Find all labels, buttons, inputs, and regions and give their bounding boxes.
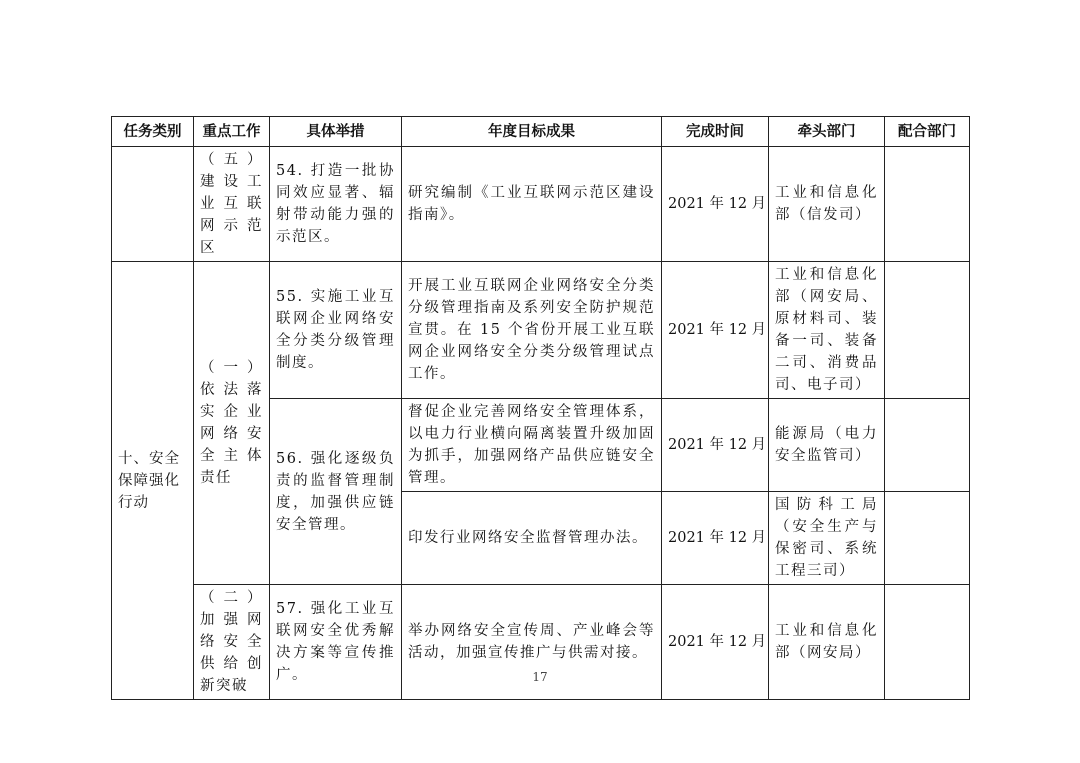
measure-cell: 56. 强化逐级负责的监督管理制度，加强供应链安全管理。 — [270, 399, 402, 585]
time-cell: 2021 年 12 月 — [662, 399, 769, 492]
header-completion-time: 完成时间 — [662, 117, 769, 147]
coop-department-cell — [885, 262, 970, 399]
key-work-cell: （五）建设工业互联网示范区 — [194, 147, 270, 262]
coop-department-cell — [885, 399, 970, 492]
header-lead-department: 牵头部门 — [769, 117, 885, 147]
key-work-cell: （一）依法落实企业网络安全主体责任 — [194, 262, 270, 585]
time-cell: 2021 年 12 月 — [662, 147, 769, 262]
table-row — [112, 262, 970, 399]
goal-cell: 印发行业网络安全监督管理办法。 — [402, 492, 662, 585]
page-number: 17 — [532, 670, 548, 684]
goal-cell: 举办网络安全宣传周、产业峰会等活动，加强宣传推广与供需对接。 — [402, 585, 662, 700]
coop-department-cell — [885, 147, 970, 262]
time-cell: 2021 年 12 月 — [662, 262, 769, 399]
category-cell — [112, 147, 194, 262]
header-key-work: 重点工作 — [194, 117, 270, 147]
lead-department-cell: 工业和信息化部（网安局、原材料司、装备一司、装备二司、消费品司、电子司） — [769, 262, 885, 399]
header-cooperating-department: 配合部门 — [885, 117, 970, 147]
lead-department-cell: 工业和信息化部（信发司） — [769, 147, 885, 262]
action-plan-table — [111, 116, 970, 700]
goal-cell: 开展工业互联网企业网络安全分类分级管理指南及系列安全防护规范宣贯。在 15 个省份开展工业互联网企业网络安全分类分级管理试点工作。 — [402, 262, 662, 399]
lead-department-cell: 工业和信息化部（网安局） — [769, 585, 885, 700]
header-annual-goal: 年度目标成果 — [402, 117, 662, 147]
category-cell: 十、安全保障强化行动 — [112, 262, 194, 700]
coop-department-cell — [885, 492, 970, 585]
lead-department-cell: 国防科工局（安全生产与保密司、系统工程三司） — [769, 492, 885, 585]
table-header-row — [112, 117, 970, 147]
key-work-cell: （二）加强网络安全供给创新突破 — [194, 585, 270, 700]
header-measures: 具体举措 — [270, 117, 402, 147]
measure-cell: 55. 实施工业互联网企业网络安全分类分级管理制度。 — [270, 262, 402, 399]
table-row — [112, 147, 970, 262]
time-cell: 2021 年 12 月 — [662, 492, 769, 585]
goal-cell: 督促企业完善网络安全管理体系，以电力行业横向隔离装置升级加固为抓手，加强网络产品供应链安全管理。 — [402, 399, 662, 492]
measure-cell: 57. 强化工业互联网安全优秀解决方案等宣传推广。 — [270, 585, 402, 700]
goal-cell: 研究编制《工业互联网示范区建设指南》。 — [402, 147, 662, 262]
lead-department-cell: 能源局（电力安全监管司） — [769, 399, 885, 492]
measure-cell: 54. 打造一批协同效应显著、辐射带动能力强的示范区。 — [270, 147, 402, 262]
time-cell: 2021 年 12 月 — [662, 585, 769, 700]
header-task-category: 任务类别 — [112, 117, 194, 147]
